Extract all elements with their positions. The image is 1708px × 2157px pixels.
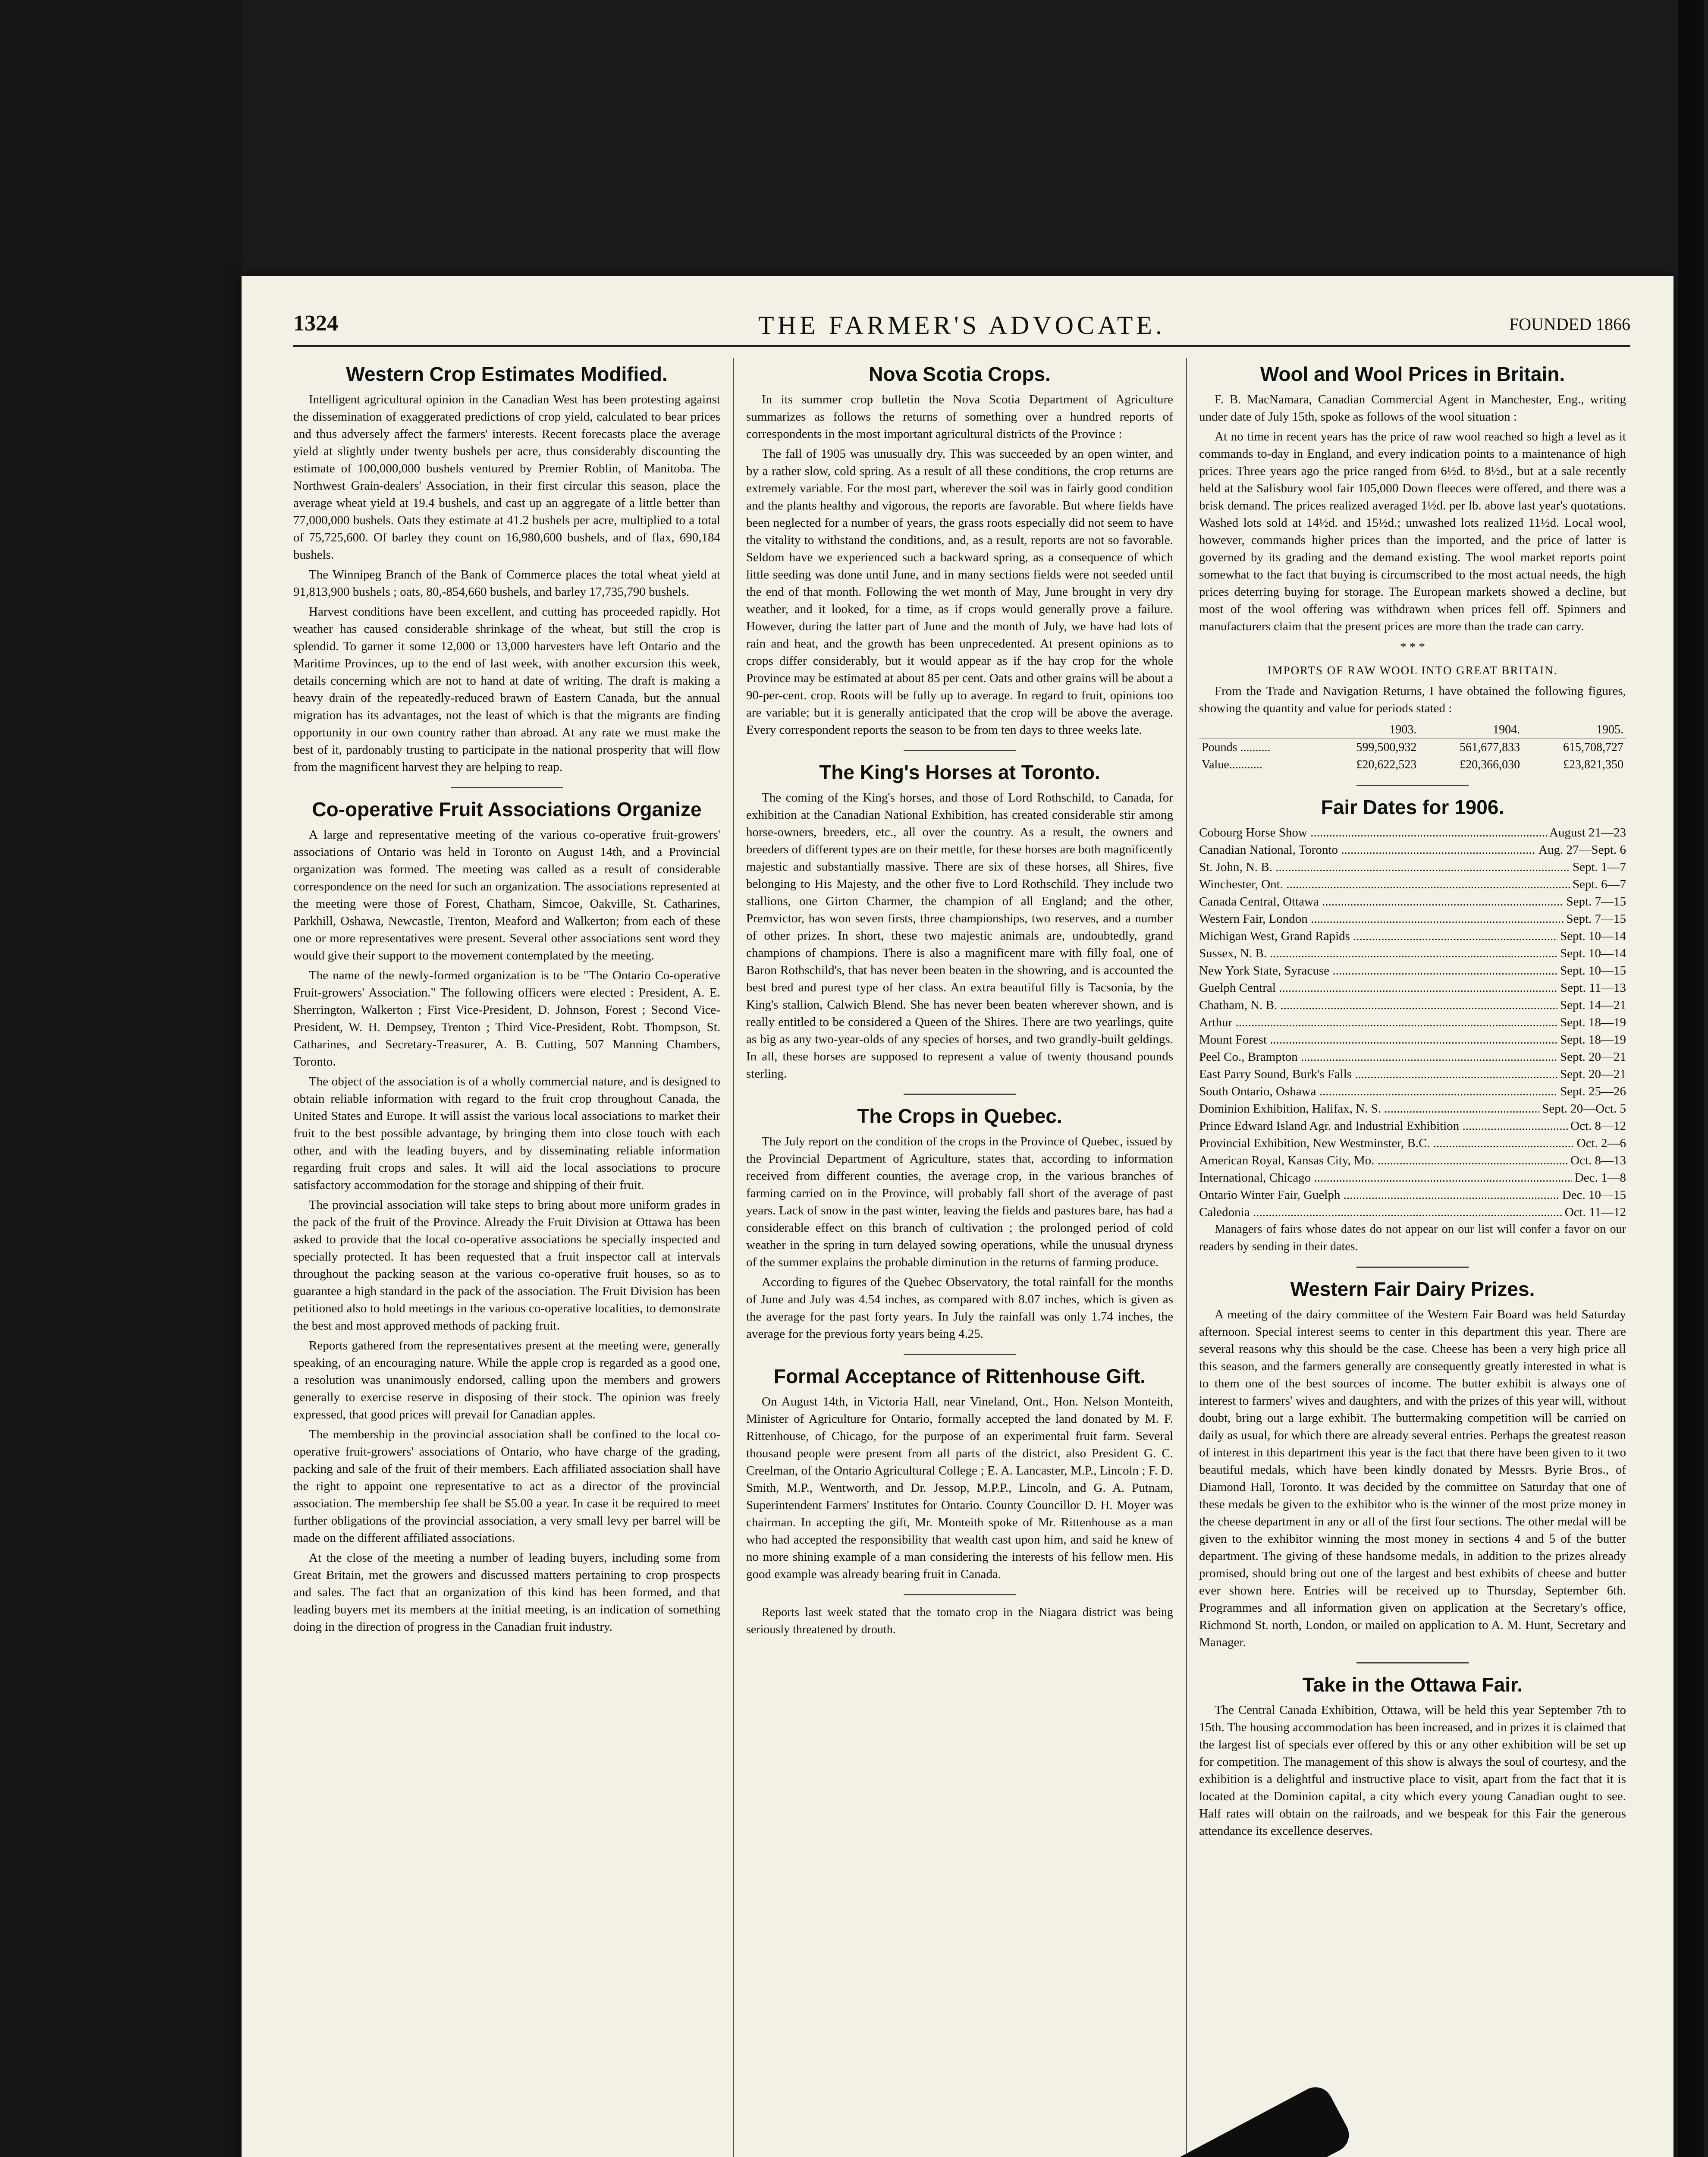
fair-date-row [1199, 945, 1626, 962]
fair-date-row [1199, 1117, 1626, 1135]
paragraph: At no time in recent years has the price of raw wool reached so high a level as it commands to-day in England, and every indication points to a maintenance of high prices. Three years ago the price ranged from 6½d. to 8½d., but at a sale recently held at the Salisbury wool fair 105,000 Down fleeces were offered, and there was a brisk demand. The prices realized averaged 1½d. per lb. above last year's quotations. Washed lots sold at 14½d. and 15½d.; unwashed lots realized 11½d. Local wool, however, commands higher prices than the imported, and the price of latter is governed by its grading and the demand existing. The wool market reports point somewhat to the fact that buying is circumscribed to the most actual needs, the high prices deterring buying for storage. The European markets showed a decline, but most of the wool offering was withdrawn when prices fell off. Spinners and manufacturers claim that the present prices are more than the trade can carry. [1199, 430, 1626, 633]
header-rule [293, 345, 1630, 347]
fair-date-row [1199, 858, 1626, 876]
fair-dates-list [1199, 824, 1626, 1221]
news-note: Reports last week stated that the tomato crop in the Niagara district was being seriously threatened by drouth. [746, 1606, 1173, 1636]
fair-name: Guelph Central ..... [1199, 979, 1558, 997]
fair-date-row [1199, 997, 1626, 1014]
paragraph: A large and representative meeting of the various co-operative fruit-growers' associations of Ontario was held in Toronto on August 14th, and a Provincial organization was formed. The meeting was called as a result of considerable correspondence on the need for such an organization. The associations represented at the meeting were those of Forest, Chatham, Simcoe, Oakville, St. Catharines, Parkhill, Oshawa, Newcastle, Trenton, Meaford and Walkerton; from each of these one or more representatives were present. Several other associations sent word they would give their support to the movement contemplated by the meeting. [293, 828, 720, 962]
paragraph: The fall of 1905 was unusually dry. This was succeeded by an open winter, and by a rather slow, cold spring. As a result of all these conditions, the crop returns are extremely variable. For the most part, wherever the soil was in fairly good condition and the plants healthy and vigorous, the reports are favorable. But where fields have been neglected for a number of years, the grass roots especially did not seem to have the vitality to withstand the conditions, and, as a result, reports are not so favorable. Seldom have we experienced such a backward spring, as a consequence of which little seeding was done until June, and in many sections fields were not seeded until the end of that month. Following the wet month of May, June brought in very dry weather, and it looked, for a time, as if crops would generally prove a failure. However, during the latter part of June and the month of July, we have had lots of rain and heat, and the growth has been unprecedented. At present opinions as to crops differ considerably, but it would appear as if the hay crop for the whole Province may be estimated at about 85 per cent. Oats and other grains will be about a 90-per-cent. crop. Roots will be fully up to average. In regard to fruit, opinions too are variable; but it is generally anticipated that the crop will be above the average. Every correspondent reports the season to be from ten days to three weeks late. [746, 447, 1173, 737]
fair-date-row [1199, 1186, 1626, 1204]
column-rule [1186, 358, 1187, 2157]
divider [1356, 1267, 1469, 1268]
paragraph: From the Trade and Navigation Returns, I have obtained the following figures, showing the quantity and value for periods stated : [1199, 684, 1626, 715]
table-cell: £20,366,030 [1460, 758, 1520, 771]
fair-name: Peel Co., Brampton ..... [1199, 1048, 1557, 1066]
row-label: Pounds .......... [1202, 741, 1271, 754]
fair-name: Arthur ..... [1199, 1014, 1557, 1031]
table-header-row [1199, 721, 1626, 739]
page-header [293, 311, 1630, 345]
fair-date: Sept. 10—15 [1560, 964, 1626, 978]
fair-date: Dec. 10—15 [1562, 1188, 1626, 1202]
paragraph: According to figures of the Quebec Observatory, the total rainfall for the months of June and July was 4.54 inches, as compared with 8.07 inches, which is given as the average for the past forty years. In July the rainfall was only 1.74 inches, the average for the previous forty years being 4.25. [746, 1275, 1173, 1341]
table-cell: 599,500,932 [1356, 741, 1417, 754]
paragraph: The Winnipeg Branch of the Bank of Commerce places the total wheat yield at 91,813,900 bushels ; oats, 80,-854,660 bushels, and barley 17,735,790 bushels. [293, 568, 720, 599]
fair-date: Sept. 25—26 [1560, 1085, 1626, 1098]
paragraph: The provincial association will take steps to bring about more uniform grades in the pack of the fruit of the Province. Already the Fruit Division at Ottawa has been asked to provide that the local co-operative associations be specially inspected and specially protected. It has been requested that a fruit inspector call at intervals throughout the packing season at the various co-operative fruit houses, so as to guarantee a high standard in the pack of the association. The Fruit Division has been petitioned also to hold meetings in the various co-operative localities, to demonstrate the best and most approved methods of packing fruit. [293, 1198, 720, 1333]
table-row [1199, 756, 1626, 774]
scan-edge-right [1678, 0, 1704, 2157]
fair-name: Mount Forest ..... [1199, 1031, 1557, 1048]
paragraph: Reports gathered from the representatives present at the meeting were, generally speaking, of an encouraging nature. While the apple crop is regarded as a good one, a resolution was unanimously endorsed, calling upon the members and growers generally to exercise reserve in disposing of their stock. The opinion was freely expressed, that good prices will prevail for Canadian apples. [293, 1339, 720, 1421]
fair-date-row [1199, 1152, 1626, 1169]
fair-name: Dominion Exhibition, Halifax, N. S. ..... [1199, 1100, 1539, 1117]
scan-background-top [0, 0, 1708, 276]
column-rule [733, 358, 734, 2157]
fair-date-row [1199, 1048, 1626, 1066]
divider [904, 750, 1016, 751]
fair-date: Oct. 2—6 [1576, 1136, 1626, 1150]
table-heading: IMPORTS OF RAW WOOL INTO GREAT BRITAIN. [1267, 664, 1558, 677]
fair-date-row [1199, 962, 1626, 979]
fair-name: Western Fair, London ..... [1199, 910, 1564, 928]
table-cell: £23,821,350 [1563, 758, 1623, 771]
fair-date-row [1199, 1031, 1626, 1048]
fair-date: Sept. 6—7 [1572, 877, 1626, 891]
fair-date: Oct. 8—12 [1570, 1119, 1626, 1133]
fair-date: Oct. 8—13 [1570, 1154, 1626, 1167]
fair-date-row [1199, 1014, 1626, 1031]
fair-date-row [1199, 910, 1626, 928]
fair-date-row [1199, 1100, 1626, 1117]
row-label: Value........... [1202, 758, 1262, 771]
fair-name: South Ontario, Oshawa ..... [1199, 1083, 1557, 1100]
scan-background-left [0, 0, 242, 2157]
ornament: * * * [1400, 640, 1425, 654]
paragraph: The July report on the condition of the crops in the Province of Quebec, issued by the Provincial Department of Agriculture, states that, according to information received from different counties, the average crop, in the various branches of farming carried on in the Province, will probably fall short of the average of past years. Lack of snow in the past winter, leaving the fields and pastures bare, has had a considerable effect on this branch of cultivation ; the prolonged period of cold weather in the spring in turn delayed sowing operations, while the unusual dryness of the summer explains the probable diminution in the returns of farming produce. [746, 1135, 1173, 1269]
founded-note: FOUNDED 1866 [1509, 314, 1630, 334]
fair-name: New York State, Syracuse ..... [1199, 962, 1557, 979]
fair-date-row [1199, 1135, 1626, 1152]
fair-date: Sept. 18—19 [1560, 1033, 1626, 1047]
fair-date-row [1199, 979, 1626, 997]
article-title: Western Crop Estimates Modified. [346, 363, 668, 385]
table-corner [1199, 721, 1316, 739]
table-cell: 561,677,833 [1460, 741, 1520, 754]
article-title: Formal Acceptance of Rittenhouse Gift. [773, 1365, 1146, 1387]
fair-date: August 21—23 [1549, 826, 1626, 840]
table-cell: £20,622,523 [1356, 758, 1417, 771]
paragraph: Harvest conditions have been excellent, and cutting has proceeded rapidly. Hot weather has caused considerable shrinkage of the wheat, but still the crop is splendid. To garner it some 12,000 or 13,000 harvesters have left Ontario and the Maritime Provinces, up to the end of last week, with another excursion this week, details concerning which are not to hand at date of writing. The draft is making a heavy drain of the repeatedly-reduced brawn of Eastern Canada, but the annual migration has its advantages, not the least of which is that the migrants are finding opportunity in our own country rather than abroad. At any rate we must make the best of it, pardonably trusting to participate in the national prosperity that will flow from the magnificent harvest they are helping to reap. [293, 605, 720, 774]
fair-date: Sept. 20—Oct. 5 [1542, 1102, 1626, 1116]
fair-name: Michigan West, Grand Rapids ..... [1199, 928, 1557, 945]
fair-date: Sept. 20—21 [1560, 1050, 1626, 1064]
fair-date: Sept. 1—7 [1572, 860, 1626, 874]
masthead: THE FARMER'S ADVOCATE. [758, 311, 1166, 340]
fair-date-row [1199, 928, 1626, 945]
article-title: Nova Scotia Crops. [869, 363, 1051, 385]
fair-date: Sept. 7—15 [1566, 895, 1626, 909]
article-title: Take in the Ottawa Fair. [1302, 1673, 1523, 1696]
fair-date-row [1199, 841, 1626, 858]
fair-name: Canada Central, Ottawa ..... [1199, 893, 1564, 910]
paragraph: On August 14th, in Victoria Hall, near Vineland, Ont., Hon. Nelson Monteith, Minister of Agriculture for Ontario, formally accepted the land donated by M. F. Rittenhouse, of Chicago, for the purpose of an experimental fruit farm. Several thousand people were present from all parts of the district, also President G. C. Creelman, of the Ontario Agricultural College ; E. A. Lancaster, M.P., Lincoln ; F. D. Smith, M.P., Wentworth, and Dr. Jessop, M.P.P., Lincoln, and G. A. Putnam, Superintendent Farmers' Institutes for Ontario. County Councillor D. H. Moyer was chairman. In accepting the gift, Mr. Monteith spoke of Mr. Rittenhouse as a man who had accepted the responsibility that wealth cast upon him, and said he knew of no more shining example of a man considering the interests of his fellow men. His good example was already bearing fruit in Canada. [746, 1395, 1173, 1581]
column-header: 1905. [1523, 721, 1626, 739]
page-number: 1324 [293, 311, 338, 336]
fair-name: International, Chicago ..... [1199, 1169, 1572, 1186]
fair-name: American Royal, Kansas City, Mo. ..... [1199, 1152, 1568, 1169]
column-right [1199, 354, 1626, 1842]
paragraph: The object of the association is of a wholly commercial nature, and is designed to obtain reliable information with regard to the fruit crop throughout Canada, the United States and Europe. It will assist the various local associations to market their fruit to the best possible advantage, by bringing them into close touch with each other, and with the leading buyers, and by disseminating reliable information regarding fruit crops and sales. It will aid the local associations to procure satisfactory accommodation for the storage and shipping of their fruit. [293, 1075, 720, 1192]
paragraph: The name of the newly-formed organization is to be "The Ontario Co-operative Fruit-growers' Association." The following officers were elected : President, A. E. Sherrington, Walkerton ; First Vice-President, D. Johnson, Forest ; Second Vice-President, W. H. Dempsey, Trenton ; Third Vice-President, Robt. Thompson, St. Catharines, and Secretary-Treasurer, A. B. Cutting, 507 Manning Chambers, Toronto. [293, 968, 720, 1069]
article-title: Fair Dates for 1906. [1321, 796, 1504, 818]
fair-date-row [1199, 1169, 1626, 1186]
fair-name: Provincial Exhibition, New Westminster, B.C. ..... [1199, 1135, 1574, 1152]
fair-name: Prince Edward Island Agr. and Industrial Exhibition ..... [1199, 1117, 1568, 1135]
article-title: Co-operative Fruit Associations Organize [312, 798, 702, 821]
paragraph: The Central Canada Exhibition, Ottawa, will be held this year September 7th to 15th. The housing accommodation has been increased, and in prizes it is claimed that the largest list of specials ever offered by this or any other exhibition will be set up for competition. The management of this show is always the soul of courtesy, and the exhibition is a delightful and instructive place to visit, apart from the fact that it is located at the Dominion capital, a city which every young Canadian ought to see. Half rates will obtain on the railroads, and we bespeak for this Fair the generous attendance its excellence deserves. [1199, 1703, 1626, 1838]
fair-date-row [1199, 876, 1626, 893]
divider [904, 1094, 1016, 1095]
table-cell: 615,708,727 [1563, 741, 1623, 754]
column-left [293, 354, 720, 1638]
fair-date: Sept. 10—14 [1560, 929, 1626, 943]
fair-date: Sept. 20—21 [1560, 1067, 1626, 1081]
fair-name: Canadian National, Toronto ..... [1199, 841, 1536, 858]
divider [451, 787, 563, 788]
column-header: 1904. [1419, 721, 1523, 739]
fair-date: Aug. 27—Sept. 6 [1538, 843, 1626, 857]
article-title: Wool and Wool Prices in Britain. [1260, 363, 1565, 385]
column-middle [746, 354, 1173, 1641]
divider [904, 1354, 1016, 1355]
newspaper-page [242, 276, 1673, 2157]
fair-date: Dec. 1—8 [1574, 1171, 1626, 1185]
fair-name: St. John, N. B. ..... [1199, 858, 1570, 876]
fair-date: Sept. 10—14 [1560, 946, 1626, 960]
divider [904, 1594, 1016, 1595]
fair-name: Cobourg Horse Show ..... [1199, 824, 1547, 841]
paragraph: F. B. MacNamara, Canadian Commercial Agent in Manchester, Eng., writing under date of July 15th, spoke as follows of the wool situation : [1199, 393, 1626, 424]
article-title: Western Fair Dairy Prizes. [1290, 1278, 1535, 1300]
fair-date-row [1199, 1083, 1626, 1100]
wool-imports-table [1199, 721, 1626, 774]
fair-date: Oct. 11—12 [1564, 1205, 1626, 1219]
paragraph: Intelligent agricultural opinion in the Canadian West has been protesting against the dissemination of exaggerated predictions of crop yield, calculated to bear prices and thus adversely affect the farmers' interests. Recent forecasts place the average yield at slightly under twenty bushels per acre, thus considerably discounting the estimate of 100,000,000 bushels ventured by Premier Roblin, of Manitoba. The Northwest Grain-dealers' Association, in their first circular this season, place the average wheat yield at 19.4 bushels, and cast up an aggregate of a little better than 77,000,000 bushels. Oats they estimate at 41.2 bushels per acre, multiplied to a total of 75,725,600. Of barley they count on 16,980,600 bushels, and of flax, 690,184 bushels. [293, 393, 720, 562]
paragraph: A meeting of the dairy committee of the Western Fair Board was held Saturday afternoon. Special interest seems to center in this department this year. There are several reasons why this should be the case. Cheese has been a very high price all this season, and the farmers generally are consequently greatly interested in what is to them one of the best sources of income. The butter exhibit is always one of interest to farmers' wives and daughters, and with the prizes of this year will, without doubt, bring out a large exhibit. The buttermaking competition will be carried on daily as usual, for which there are already several entries. Perhaps the greatest reason of interest in this department this year is the fact that there have been given to it two beautiful medals, which have been kindly donated by Messrs. Byrie Bros., of Diamond Hall, Toronto. It was decided by the committee on Saturday that one of these medals be given to the exhibitor who is the winner of the most prize money in the cheese department in any or all of the first four sections. The other medal will be given to the exhibitor winning the most money in sections 4 and 5 of the butter department. The giving of these handsome medals, in addition to the prizes already promised, should bring out one of the largest and best exhibits of cheese and butter ever shown here. Entries will be received up to Thursday, September 6th. Programmes and all information given on application at the Secretary's office, Richmond St. north, London, or mailed on application to A. M. Hunt, Secretary and Manager. [1199, 1308, 1626, 1649]
fair-name: Caledonia ..... [1199, 1204, 1562, 1221]
paragraph: The coming of the King's horses, and those of Lord Rothschild, to Canada, for exhibition at the Canadian National Exhibition, has created considerable stir among horse-owners, breeders, etc., all over the country. As a result, the owners and breeders of different types are on their mettle, for these horses are both magnificently majestic and substantially massive. There are six of these horses, all Shires, five belonging to His Majesty, and the other five to Lord Rothschild. They include two stallions, one Girton Charmer, the champion of all England; and the other, Premvictor, has won seven firsts, three championships, two reserves, and a number of other prizes. In short, these two majestic animals are, undoubtedly, grand champions of champions. There is also a magnificent mare with filly foal, one of Baron Rothschild's, that has never been beaten in the showring, and is accounted the best bred and purest type of her class. An extra beautiful filly is Tacsonia, by the King's stallion, Calwich Blend. She has never been beaten wherever shown, and is really entitled to be considered a Queen of the Shires. There are two yearlings, quite as big as any two-year-olds of any species of horses, and two grandly-built geldings. In all, these horses are supposed to represent a value of twenty thousand pounds sterling. [746, 791, 1173, 1081]
fair-name: Chatham, N. B. ..... [1199, 997, 1557, 1014]
paragraph: The membership in the provincial association shall be confined to the local co-operative fruit-growers' associations of Ontario, who have charge of the grading, packing and sale of the fruit of their members. Each affiliated association shall have the right to appoint one representative to act as a director of the provincial association. The membership fee shall be $5.00 a year. In case it be required to meet further obligations of the provincial association, a very small levy per barrel will be made on the different affiliated associations. [293, 1428, 720, 1545]
fair-name: Sussex, N. B. ..... [1199, 945, 1557, 962]
divider [1356, 785, 1469, 786]
fair-date: Sept. 11—13 [1560, 981, 1626, 995]
fair-date-row [1199, 824, 1626, 841]
fair-name: Winchester, Ont. ..... [1199, 876, 1570, 893]
paragraph: Managers of fairs whose dates do not appear on our list will confer a favor on our readers by sending in their dates. [1199, 1223, 1626, 1253]
fair-name: East Parry Sound, Burk's Falls ..... [1199, 1066, 1557, 1083]
column-header: 1903. [1316, 721, 1419, 739]
article-title: The King's Horses at Toronto. [819, 761, 1100, 783]
fair-name: Ontario Winter Fair, Guelph ..... [1199, 1186, 1560, 1204]
fair-date: Sept. 14—21 [1560, 998, 1626, 1012]
fair-date-row [1199, 1204, 1626, 1221]
paragraph: At the close of the meeting a number of leading buyers, including some from Great Britain, met the growers and discussed matters pertaining to crop prospects and sales. The fact that an organization of this kind has been formed, and that leading buyers met its members at the initial meeting, is an indication of something doing in the direction of progress in the Canadian fruit industry. [293, 1551, 720, 1634]
fair-date-row [1199, 893, 1626, 910]
divider [1356, 1662, 1469, 1663]
article-title: The Crops in Quebec. [857, 1105, 1062, 1127]
fair-date: Sept. 18—19 [1560, 1016, 1626, 1029]
table-row [1199, 739, 1626, 757]
fair-date: Sept. 7—15 [1566, 912, 1626, 926]
fair-date-row [1199, 1066, 1626, 1083]
paragraph: In its summer crop bulletin the Nova Scotia Department of Agriculture summarizes as follows the returns of something over a hundred reports of correspondents in the most important agricultural districts of the Province : [746, 393, 1173, 441]
